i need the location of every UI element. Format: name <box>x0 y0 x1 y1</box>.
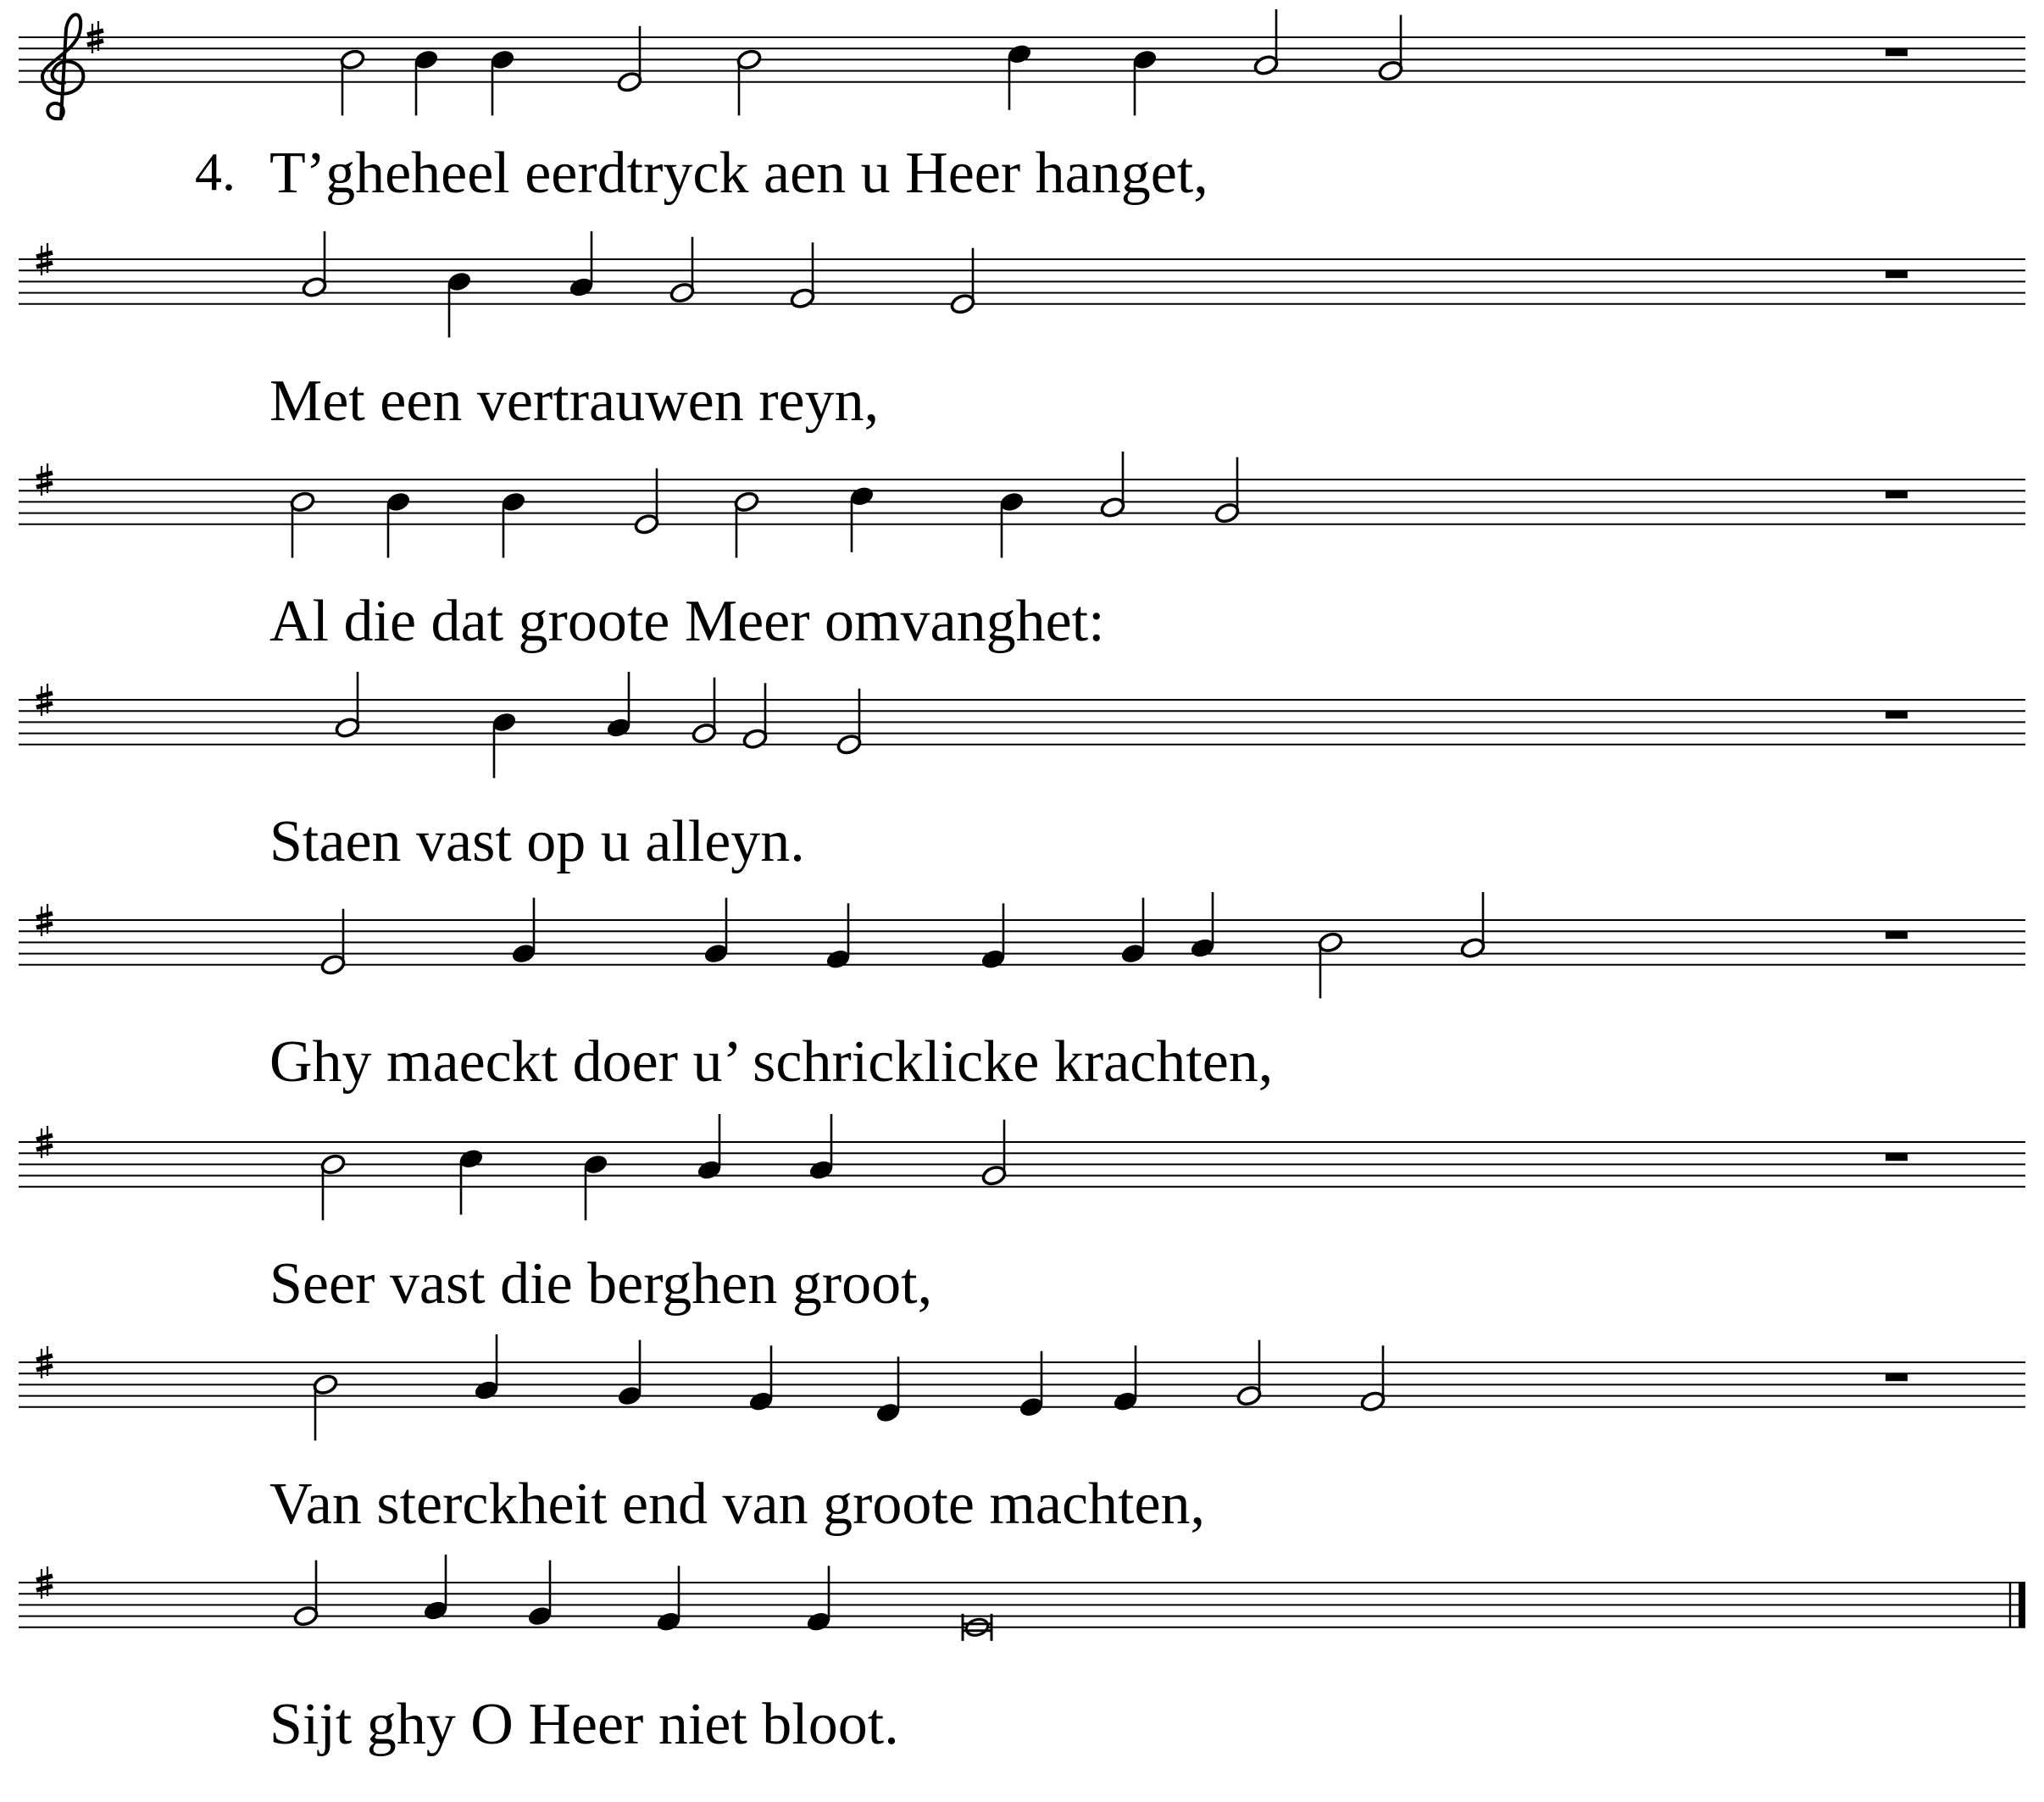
lyric-line: Seer vast die berghen groot, <box>269 1250 933 1317</box>
note <box>1360 1345 1386 1412</box>
note <box>808 1114 835 1181</box>
lyric-line: Van sterckheit end van groote machten, <box>269 1471 1206 1537</box>
note <box>697 1114 723 1181</box>
music-system <box>19 1555 2025 1757</box>
staff-lines <box>19 1583 2025 1627</box>
lyric-line: Met een vertrauwen reyn, <box>269 368 880 434</box>
music-system <box>19 1334 2025 1537</box>
staff-lines <box>19 1142 2025 1187</box>
half-rest-icon <box>1886 1373 1908 1381</box>
lyric-line: Sijt ghy O Heer niet bloot. <box>269 1691 899 1757</box>
note <box>458 1148 485 1215</box>
note <box>302 231 328 298</box>
note <box>1460 892 1486 959</box>
half-rest-icon <box>1886 931 1908 939</box>
half-rest-icon <box>1886 270 1908 278</box>
note <box>335 672 361 739</box>
half-rest-icon <box>1886 48 1908 56</box>
note <box>569 231 595 298</box>
lyric-line: T’gheheel eerdtryck aen u Heer hanget, <box>269 140 1208 206</box>
lyric-line: Staen vast op u alleyn. <box>269 808 805 874</box>
note <box>1007 43 1033 110</box>
note <box>1100 452 1126 518</box>
note <box>1190 892 1216 959</box>
stanza-number: 4. <box>195 141 236 202</box>
note <box>1113 1345 1139 1412</box>
half-rest-icon <box>1886 711 1908 718</box>
note <box>474 1334 500 1401</box>
staff-lines <box>19 920 2025 965</box>
note <box>790 242 816 309</box>
note <box>423 1555 449 1622</box>
music-system <box>19 892 2025 1095</box>
staff-lines <box>19 700 2025 745</box>
treble-clef-icon <box>42 14 83 119</box>
music-system <box>19 231 2025 434</box>
note <box>806 1566 832 1633</box>
note <box>742 683 769 750</box>
note <box>656 1566 682 1633</box>
music-system <box>19 1114 2025 1317</box>
note <box>825 903 852 970</box>
note <box>748 1345 775 1412</box>
note <box>875 1356 902 1423</box>
note <box>1253 9 1280 76</box>
lyric-line: Al die dat groote Meer omvanghet: <box>269 588 1105 654</box>
music-system <box>19 452 2025 654</box>
note <box>849 485 875 552</box>
music-system <box>19 9 2025 206</box>
lyric-line: Ghy maeckt doer u’ schricklicke krachten, <box>269 1029 1274 1095</box>
half-rest-icon <box>1886 1153 1908 1161</box>
half-rest-icon <box>1886 491 1908 498</box>
note <box>980 903 1007 970</box>
music-system <box>19 672 2025 874</box>
note <box>963 1614 991 1641</box>
note <box>606 672 632 739</box>
